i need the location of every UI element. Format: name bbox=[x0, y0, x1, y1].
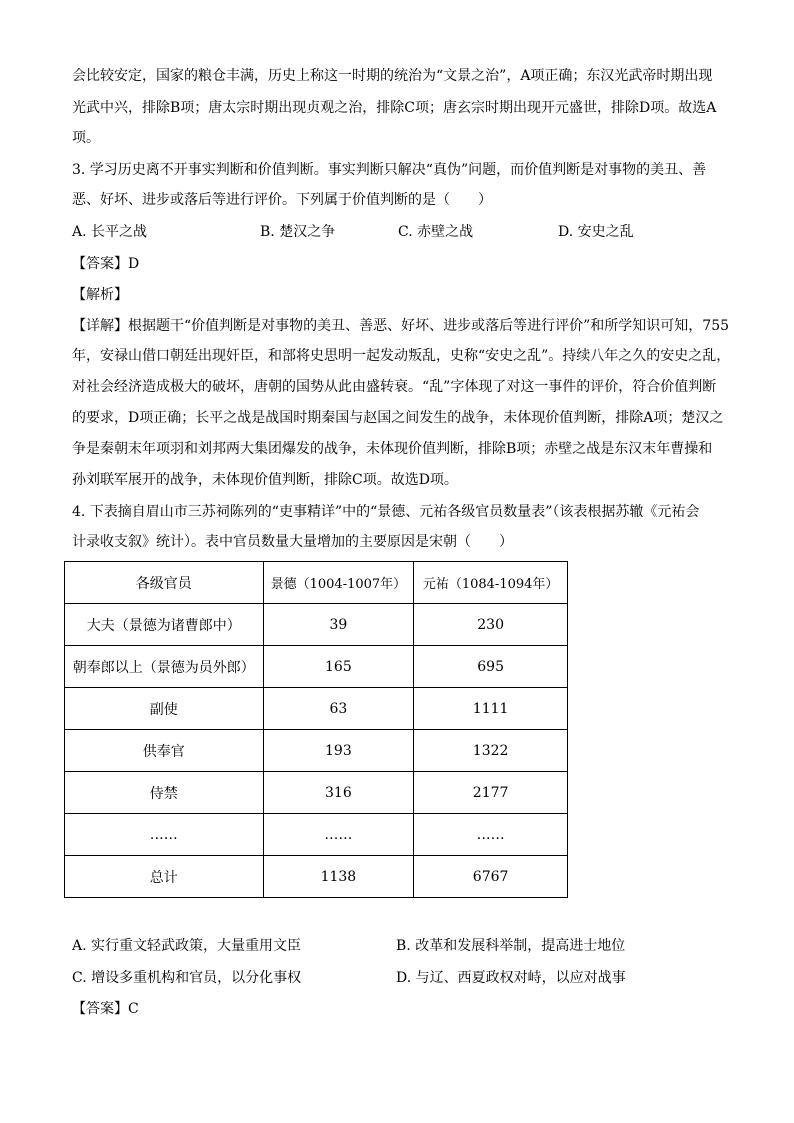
option-a: A. 实行重文轻武政策，大量重用文臣 bbox=[72, 938, 302, 954]
table-row bbox=[65, 604, 568, 646]
option-a: A. 长平之战 bbox=[72, 224, 148, 240]
table-row bbox=[65, 772, 568, 814]
detail-line: 的要求，D项正确；长平之战是战国时期秦国与赵国之间发生的战争，未体现价值判断，排除A项；楚汉之 bbox=[72, 410, 724, 426]
detail-line: 孙刘联军展开的战争，未体现价值判断，排除C项。故选D项。 bbox=[72, 472, 458, 488]
answer-label: 【答案】D bbox=[72, 256, 140, 272]
table-cell: 695 bbox=[414, 646, 568, 688]
answer-label: 【答案】C bbox=[72, 1001, 139, 1017]
table-row bbox=[65, 646, 568, 688]
table-cell: 副使 bbox=[65, 688, 264, 730]
option-b: B. 改革和发展科举制，提高进士地位 bbox=[396, 938, 626, 954]
table-header: 元祐（1084-1094年） bbox=[414, 562, 568, 604]
detail-line: 年，安禄山借口朝廷出现奸臣，和部将史思明一起发动叛乱，史称“安史之乱”。持续八年之久的安史之乱， bbox=[72, 348, 731, 364]
table-cell: 6767 bbox=[414, 856, 568, 898]
question-4-stem: 4. 下表摘自眉山市三苏祠陈列的“吏事精详”中的“景德、元祐各级官员数量表”（该表根据苏辙《元祐会 bbox=[72, 504, 700, 520]
paragraph-line: 会比较安定，国家的粮仓丰满，历史上称这一时期的统治为“文景之治”，A项正确；东汉光武帝时期出现 bbox=[72, 68, 713, 84]
table-cell: 供奉官 bbox=[65, 730, 264, 772]
table-cell: 侍禁 bbox=[65, 772, 264, 814]
question-4-stem: 计录收支叙》统计）。表中官员数量大量增加的主要原因是宋朝（ ） bbox=[72, 534, 513, 550]
table-cell: …… bbox=[263, 814, 414, 856]
table-header: 景德（1004-1007年） bbox=[263, 562, 414, 604]
option-b: B. 楚汉之争 bbox=[260, 224, 336, 240]
table-cell: …… bbox=[414, 814, 568, 856]
table-cell: 1138 bbox=[263, 856, 414, 898]
table-cell: 朝奉郎以上（景德为员外郎） bbox=[65, 646, 264, 688]
officials-table bbox=[64, 561, 568, 898]
table-cell: 316 bbox=[263, 772, 414, 814]
table-header: 各级官员 bbox=[65, 562, 264, 604]
table-cell: 39 bbox=[263, 604, 414, 646]
question-3-stem: 恶、好坏、进步或落后等进行评价。下列属于价值判断的是（ ） bbox=[72, 192, 492, 208]
table-cell: 总计 bbox=[65, 856, 264, 898]
detail-line: 对社会经济造成极大的破坏，唐朝的国势从此由盛转衰。“乱”字体现了对这一事件的评价，符合价值判断 bbox=[72, 379, 717, 395]
table-cell: 63 bbox=[263, 688, 414, 730]
question-3-stem: 3. 学习历史离不开事实判断和价值判断。事实判断只解决“真伪”问题，而价值判断是对事物的美丑、善 bbox=[72, 162, 707, 178]
table-cell: 大夫（景德为诸曹郎中） bbox=[65, 604, 264, 646]
option-d: D. 安史之乱 bbox=[558, 224, 634, 240]
table-cell: 193 bbox=[263, 730, 414, 772]
table-cell: …… bbox=[65, 814, 264, 856]
analysis-label: 【解析】 bbox=[72, 287, 128, 303]
detail-line: 【详解】根据题干“价值判断是对事物的美丑、善恶、好坏、进步或落后等进行评价”和所学知识可知，755 bbox=[72, 318, 730, 334]
table-cell: 230 bbox=[414, 604, 568, 646]
paragraph-line: 项。 bbox=[72, 130, 100, 146]
detail-line: 争是秦朝末年项羽和刘邦两大集团爆发的战争，未体现价值判断，排除B项；赤壁之战是东汉末年曹操和 bbox=[72, 441, 713, 457]
table-cell: 1322 bbox=[414, 730, 568, 772]
option-d: D. 与辽、西夏政权对峙，以应对战事 bbox=[396, 970, 626, 986]
table-row bbox=[65, 688, 568, 730]
table-row bbox=[65, 856, 568, 898]
table-header-row bbox=[65, 562, 568, 604]
table-cell: 165 bbox=[263, 646, 414, 688]
option-c: C. 赤壁之战 bbox=[398, 224, 474, 240]
table-cell: 1111 bbox=[414, 688, 568, 730]
option-c: C. 增设多重机构和官员，以分化事权 bbox=[72, 970, 302, 986]
table-row bbox=[65, 730, 568, 772]
table-row bbox=[65, 814, 568, 856]
table-cell: 2177 bbox=[414, 772, 568, 814]
paragraph-line: 光武中兴，排除B项；唐太宗时期出现贞观之治，排除C项；唐玄宗时期出现开元盛世，排除D项。故选A bbox=[72, 100, 717, 116]
